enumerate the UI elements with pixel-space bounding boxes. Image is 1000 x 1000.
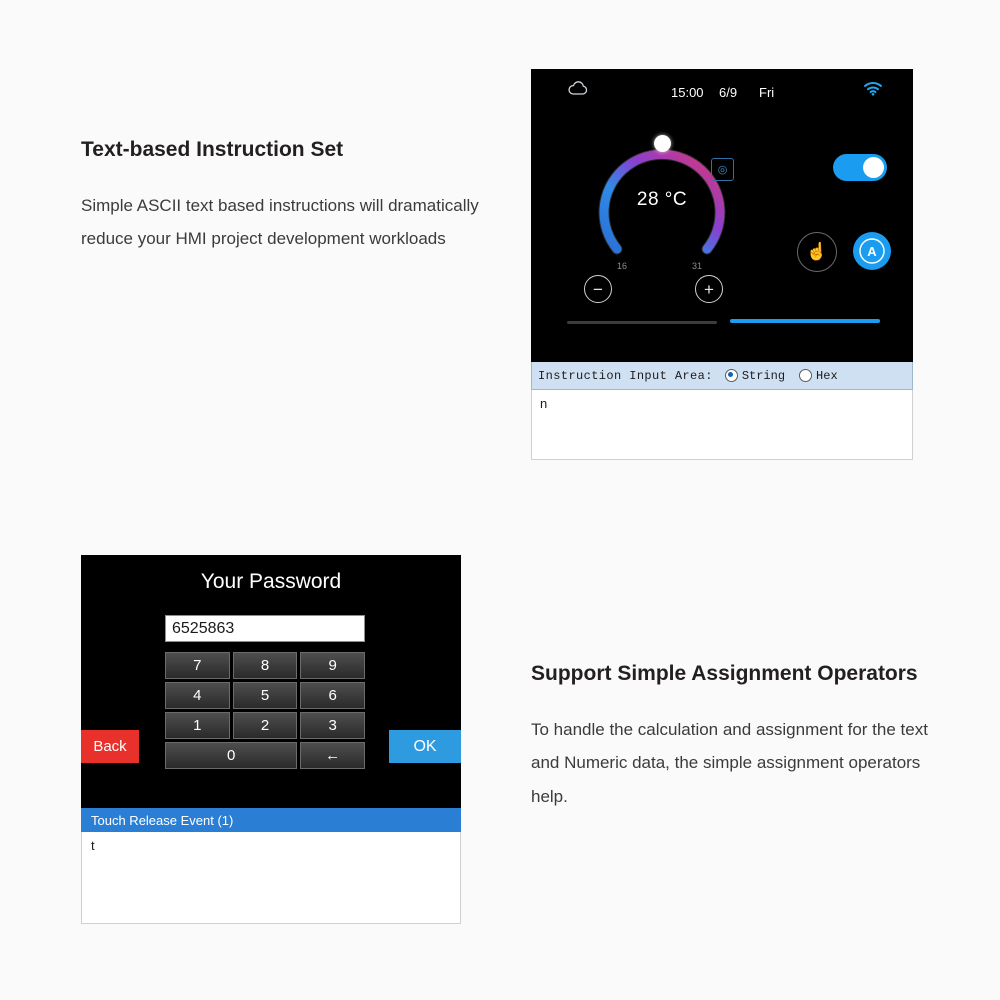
dial-knob[interactable] — [654, 135, 671, 152]
page-title: Text-based Instruction Set — [81, 138, 344, 161]
instruction-input-label: Instruction Input Area: — [538, 368, 713, 383]
thermostat-demo-panel — [531, 69, 913, 460]
key-1[interactable]: 1 — [165, 712, 230, 739]
thermostat-screen — [531, 69, 913, 362]
key-7[interactable]: 7 — [165, 652, 230, 679]
key-6[interactable]: 6 — [300, 682, 365, 709]
instruction-format-options — [725, 369, 848, 383]
feature-description: Simple ASCII text based instructions will dramatically reduce your HMI project development workloads — [81, 196, 479, 249]
auto-mode-button[interactable] — [853, 232, 891, 270]
password-screen — [81, 555, 461, 808]
slider-left[interactable] — [567, 321, 717, 324]
radio-hex-label: Hex — [816, 368, 838, 383]
status-day: Fri — [759, 85, 775, 100]
status-date: 6/9 — [719, 85, 738, 100]
manual-mode-button[interactable]: ☝ — [797, 232, 837, 272]
event-bar: Touch Release Event (1) — [81, 808, 461, 832]
power-toggle[interactable] — [833, 154, 887, 181]
dial-temperature-value: 28 °C — [636, 189, 688, 210]
feature-description-secondary: To handle the calculation and assignment for the text and Numeric data, the simple assignment operators help. — [531, 720, 928, 806]
status-time: 15:00 — [671, 85, 704, 100]
slider-right[interactable] — [730, 319, 880, 323]
ok-button[interactable]: OK — [389, 730, 461, 763]
password-title: Your Password — [200, 570, 342, 593]
key-4[interactable]: 4 — [165, 682, 230, 709]
instruction-input-bar — [531, 362, 913, 390]
radio-string-label: String — [741, 368, 786, 383]
instruction-input-textarea[interactable]: n — [531, 390, 913, 460]
numeric-keypad — [165, 652, 365, 769]
key-5[interactable]: 5 — [233, 682, 298, 709]
backspace-icon[interactable]: ← — [300, 742, 365, 769]
decrease-icon[interactable]: − — [584, 275, 612, 303]
status-bar — [531, 69, 913, 117]
key-8[interactable]: 8 — [233, 652, 298, 679]
key-9[interactable]: 9 — [300, 652, 365, 679]
temperature-dial[interactable] — [587, 127, 737, 277]
cloud-icon — [567, 81, 589, 100]
password-input[interactable]: 6525863 — [165, 615, 365, 642]
key-3[interactable]: 3 — [300, 712, 365, 739]
feature-block-assignment-operators — [531, 660, 951, 813]
key-0[interactable]: 0 — [165, 742, 297, 769]
radio-hex[interactable] — [799, 369, 812, 382]
svg-text:A: A — [867, 244, 877, 259]
page-title-secondary: Support Simple Assignment Operators — [531, 662, 918, 685]
radio-string[interactable] — [725, 369, 738, 382]
key-2[interactable]: 2 — [233, 712, 298, 739]
wifi-icon — [863, 81, 883, 99]
event-output-textarea[interactable]: t — [81, 832, 461, 924]
increase-icon[interactable]: + — [695, 275, 723, 303]
dial-min-label: 16 — [617, 261, 628, 271]
feature-block-instruction-set — [81, 136, 481, 256]
password-keypad-panel — [81, 555, 461, 924]
mode-square-button[interactable]: ◎ — [711, 158, 734, 181]
dial-max-label: 31 — [692, 261, 703, 271]
back-button[interactable]: Back — [81, 730, 139, 763]
